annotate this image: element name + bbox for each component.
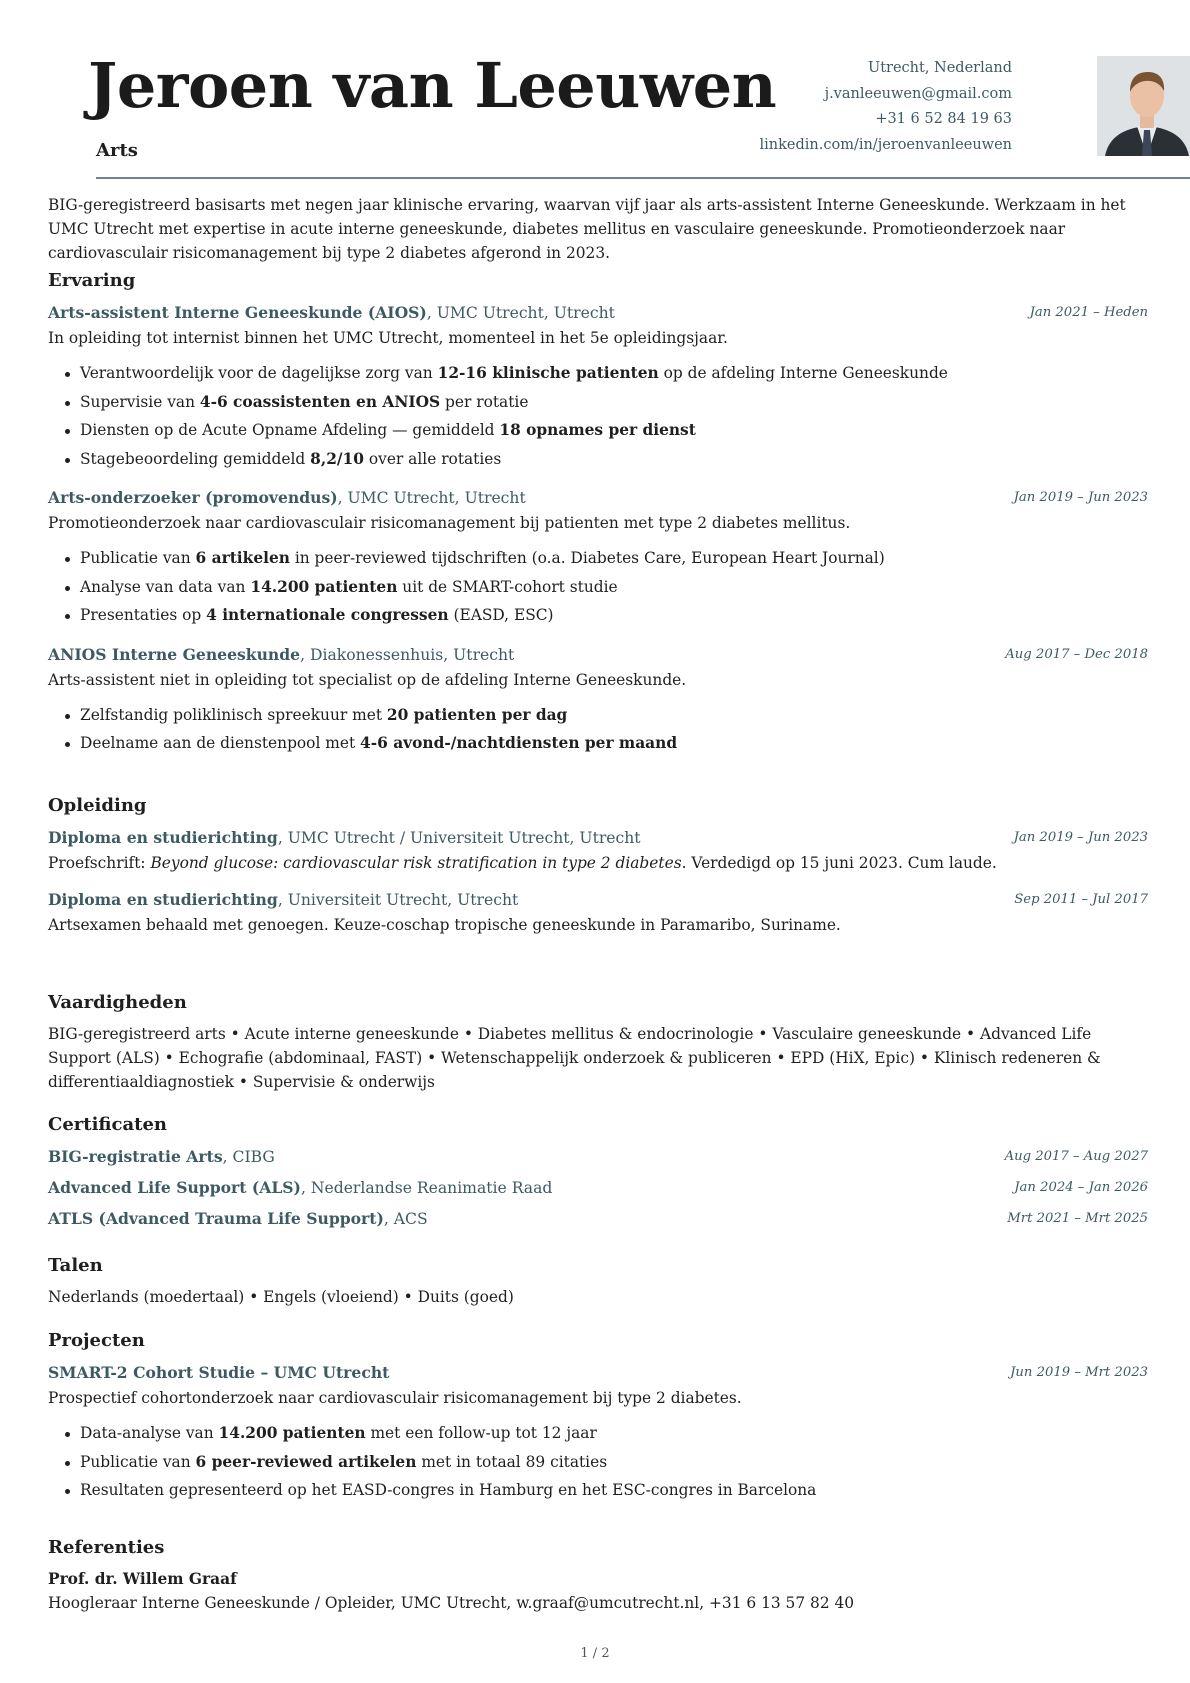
entry-org: , UMC Utrecht / Universiteit Utrecht, Utrecht bbox=[277, 829, 641, 847]
contact-location: Utrecht, Nederland bbox=[867, 60, 1012, 76]
experience-entry bbox=[48, 300, 1148, 473]
bullet-item: Stagebeoordeling gemiddeld 8,2/10 over alle rotaties bbox=[80, 445, 1148, 474]
page-number: 1 / 2 bbox=[580, 1646, 610, 1661]
entry-bullets bbox=[48, 359, 1148, 473]
entry-date: Aug 2017 – Dec 2018 bbox=[1005, 646, 1148, 662]
skills-section bbox=[48, 991, 1148, 1094]
entry-date: Jan 2021 – Heden bbox=[1029, 305, 1148, 320]
contact-phone[interactable]: +31 6 52 84 19 63 bbox=[875, 111, 1012, 127]
entry-description: Prospectief cohortonderzoek naar cardiovasculair risicomanagement bij type 2 diabetes. bbox=[48, 1389, 742, 1407]
header-divider bbox=[96, 177, 1190, 179]
entry-org: , Universiteit Utrecht, Utrecht bbox=[277, 891, 519, 909]
entry-bullets bbox=[48, 1419, 1148, 1505]
entry-org: , UMC Utrecht, Utrecht bbox=[337, 489, 526, 507]
bullet-item: Supervisie van 4-6 coassistenten en ANIOS per rotatie bbox=[80, 388, 1148, 417]
profile-photo-image bbox=[1097, 56, 1190, 156]
certificate-entry: BIG-registratie Arts, CIBG Aug 2017 – Aug 2027 bbox=[48, 1147, 1148, 1166]
bullet-item: Presentaties op 4 internationale congressen (EASD, ESC) bbox=[80, 601, 1148, 630]
bullet-item: Deelname aan de dienstenpool met 4-6 avond-/nachtdiensten per maand bbox=[80, 729, 1148, 758]
entry-bullets bbox=[48, 701, 1148, 758]
languages-heading: Talen bbox=[48, 1255, 103, 1276]
bullet-item: Resultaten gepresenteerd op het EASD-congres in Hamburg en het ESC-congres in Barcelona bbox=[80, 1476, 1148, 1505]
entry-date: Sep 2011 – Jul 2017 bbox=[1014, 892, 1148, 907]
experience-entry bbox=[48, 642, 1148, 758]
education-heading: Opleiding bbox=[48, 795, 147, 816]
experience-section bbox=[48, 269, 1148, 758]
experience-entry bbox=[48, 485, 1148, 630]
entry-description: Arts-assistent niet in opleiding tot specialist op de afdeling Interne Geneeskunde. bbox=[48, 670, 687, 689]
bullet-item: Publicatie van 6 peer-reviewed artikelen met in totaal 89 citaties bbox=[80, 1448, 1148, 1477]
entry-bullets bbox=[48, 544, 1148, 630]
bullet-item: Zelfstandig poliklinisch spreekuur met 20 patienten per dag bbox=[80, 701, 1148, 730]
certificates-section bbox=[48, 1113, 1148, 1237]
bullet-item: Data-analyse van 14.200 patienten met een follow-up tot 12 jaar bbox=[80, 1419, 1148, 1448]
skills-list: BIG-geregistreerd arts • Acute interne geneeskunde • Diabetes mellitus & endocrinologie • Vasculaire geneeskunde • Advanced Life Support (ALS) • Echografie (abdominaal, FAST) • Wetenschappelijk onderzoek & publiceren • EPD (HiX, Epic) • Klinisch redeneren & differentiaaldiagnostiek • Supervisie & onderwijs bbox=[48, 1025, 1101, 1091]
education-entry bbox=[48, 825, 1148, 875]
education-section bbox=[48, 794, 1148, 937]
entry-org: , Diakonessenhuis, Utrecht bbox=[300, 645, 515, 664]
references-heading: Referenties bbox=[48, 1537, 165, 1558]
entry-description: In opleiding tot internist binnen het UMC Utrecht, momenteel in het 5e opleidingsjaar. bbox=[48, 329, 728, 347]
project-name: SMART-2 Cohort Studie – UMC Utrecht bbox=[48, 1363, 390, 1382]
bullet-item: Verantwoordelijk voor de dagelijkse zorg van 12-16 klinische patienten op de afdeling Interne Geneeskunde bbox=[80, 359, 1148, 388]
entry-description: Promotieonderzoek naar cardiovasculair risicomanagement bij patienten met type 2 diabetes mellitus. bbox=[48, 514, 851, 532]
bullet-item: Analyse van data van 14.200 patienten uit de SMART-cohort studie bbox=[80, 573, 1148, 602]
entry-date: Jan 2019 – Jun 2023 bbox=[1013, 830, 1148, 845]
experience-heading: Ervaring bbox=[48, 270, 136, 291]
entry-org: , UMC Utrecht, Utrecht bbox=[426, 304, 615, 322]
bullet-item: Publicatie van 6 artikelen in peer-reviewed tijdschriften (o.a. Diabetes Care, European Heart Journal) bbox=[80, 544, 1148, 573]
bullet-item: Diensten op de Acute Opname Afdeling — gemiddeld 18 opnames per dienst bbox=[80, 416, 1148, 445]
projects-section bbox=[48, 1329, 1148, 1505]
entry-date: Jan 2019 – Jun 2023 bbox=[1013, 490, 1148, 505]
contact-linkedin[interactable]: linkedin.com/in/jeroenvanleeuwen bbox=[759, 136, 1012, 153]
entry-role: Arts-onderzoeker (promovendus) bbox=[48, 488, 338, 507]
cv-header bbox=[48, 0, 1142, 176]
certificate-entry: ATLS (Advanced Trauma Life Support), ACS Mrt 2021 – Mrt 2025 bbox=[48, 1209, 1148, 1228]
skills-heading: Vaardigheden bbox=[48, 992, 187, 1013]
projects-heading: Projecten bbox=[48, 1330, 145, 1351]
candidate-name: Jeroen van Leeuwen bbox=[88, 49, 777, 122]
contact-block bbox=[760, 56, 1013, 158]
education-entry bbox=[48, 887, 1148, 937]
certificate-entry: Advanced Life Support (ALS), Nederlandse Reanimatie Raad Jan 2024 – Jan 2026 bbox=[48, 1178, 1148, 1197]
entry-role: Arts-assistent Interne Geneeskunde (AIOS) bbox=[48, 303, 427, 322]
references-section bbox=[48, 1536, 1148, 1615]
entry-description: Proefschrift: Beyond glucose: cardiovascular risk stratification in type 2 diabetes. Verdedigd op 15 juni 2023. Cum laude. bbox=[48, 854, 997, 872]
profile-photo bbox=[1097, 56, 1190, 156]
reference-detail: Hoogleraar Interne Geneeskunde / Opleider, UMC Utrecht, w.graaf@umcutrecht.nl, +31 6 13 57 82 40 bbox=[48, 1594, 855, 1612]
entry-description: Artsexamen behaald met genoegen. Keuze-coschap tropische geneeskunde in Paramaribo, Suriname. bbox=[48, 916, 841, 934]
entry-role: Diploma en studierichting bbox=[48, 890, 278, 909]
entry-role: ANIOS Interne Geneeskunde bbox=[48, 644, 301, 664]
entry-role: Diploma en studierichting bbox=[48, 828, 278, 847]
profile-summary: BIG-geregistreerd basisarts met negen jaar klinische ervaring, waarvan vijf jaar als arts-assistent Interne Geneeskunde. Werkzaam in het UMC Utrecht met expertise in acute interne geneeskunde, diabetes mellitus en vasculaire geneeskunde. Promotieonderzoek naar cardiovasculair risicomanagement bij type 2 diabetes afgerond in 2023. bbox=[48, 196, 1126, 262]
languages-section bbox=[48, 1254, 1148, 1309]
languages-list: Nederlands (moedertaal) • Engels (vloeiend) • Duits (goed) bbox=[48, 1288, 514, 1306]
entry-date: Jun 2019 – Mrt 2023 bbox=[1010, 1365, 1148, 1380]
candidate-role: Arts bbox=[96, 140, 138, 161]
project-entry bbox=[48, 1360, 1148, 1505]
contact-email[interactable]: j.vanleeuwen@gmail.com bbox=[824, 85, 1012, 102]
certificates-heading: Certificaten bbox=[48, 1114, 167, 1135]
reference-name: Prof. dr. Willem Graaf bbox=[48, 1570, 237, 1588]
